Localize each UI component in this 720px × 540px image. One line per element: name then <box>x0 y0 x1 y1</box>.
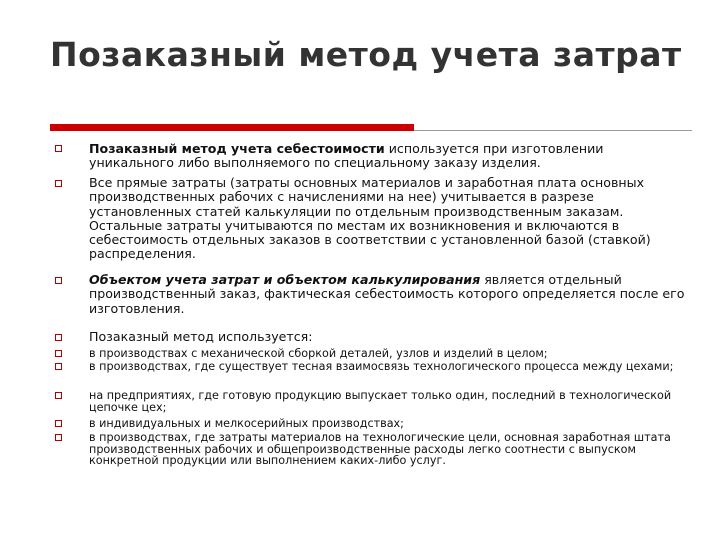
title-accent-bar <box>50 124 414 131</box>
list-item-text <box>89 176 689 262</box>
hollow-square-bullet-icon <box>55 180 62 187</box>
list-item-body: является отдельный производственный заказ, фактическая себестоимость которого определяется после его изготовления. <box>89 272 685 316</box>
list-item-body: используется при изготовлении уникального либо выполняемого по специальному заказу изделия. <box>89 141 604 171</box>
list-item-lead: Объектом учета затрат и объектом калькулирования <box>89 272 481 287</box>
hollow-square-bullet-icon <box>55 434 62 441</box>
list-item-lead: Позаказный метод учета себестоимости <box>89 141 385 156</box>
hollow-square-bullet-icon <box>55 363 62 370</box>
list-item-text <box>89 330 689 344</box>
sub-list-item-text: в производствах, где затраты материалов на технологические цели, основная заработная штата производственных рабочих и общепроизводственные расходы легко соотнести с выпуском конкретной продукции или выполнением каких-либо услуг. <box>89 431 671 468</box>
list-item-body: Все прямые затраты (затраты основных материалов и заработная плата основных производственных рабочих с начислениями на нее) учитывается в разрезе установленных статей калькуляции по отдельным производственным заказам. Остальные затраты учитываются по местам их возникновения и включаются в себестоимость отдельных заказов в соответствии с установленной базой (ставкой) распределения. <box>89 175 651 262</box>
slide-title: Позаказный метод учета затрат <box>50 35 682 74</box>
sub-list-item-text: на предприятиях, где готовую продукцию выпускает только один, последний в технологической цепочке цех; <box>89 389 672 414</box>
hollow-square-bullet-icon <box>55 350 62 357</box>
hollow-square-bullet-icon <box>55 277 62 284</box>
hollow-square-bullet-icon <box>55 145 62 152</box>
hollow-square-bullet-icon <box>55 392 62 399</box>
hollow-square-bullet-icon <box>55 334 62 341</box>
sub-list-item-text: в индивидуальных и мелкосерийных производствах; <box>89 417 404 430</box>
hollow-square-bullet-icon <box>55 420 62 427</box>
sub-list-item-text: в производствах с механической сборкой деталей, узлов и изделий в целом; <box>89 347 548 360</box>
sub-list-item-text: в производствах, где существует тесная взаимосвязь технологического процесса между цехами; <box>89 360 674 373</box>
list-item-text <box>89 273 689 316</box>
list-item-body: Позаказный метод используется: <box>89 329 313 344</box>
list-item-text <box>89 142 689 171</box>
